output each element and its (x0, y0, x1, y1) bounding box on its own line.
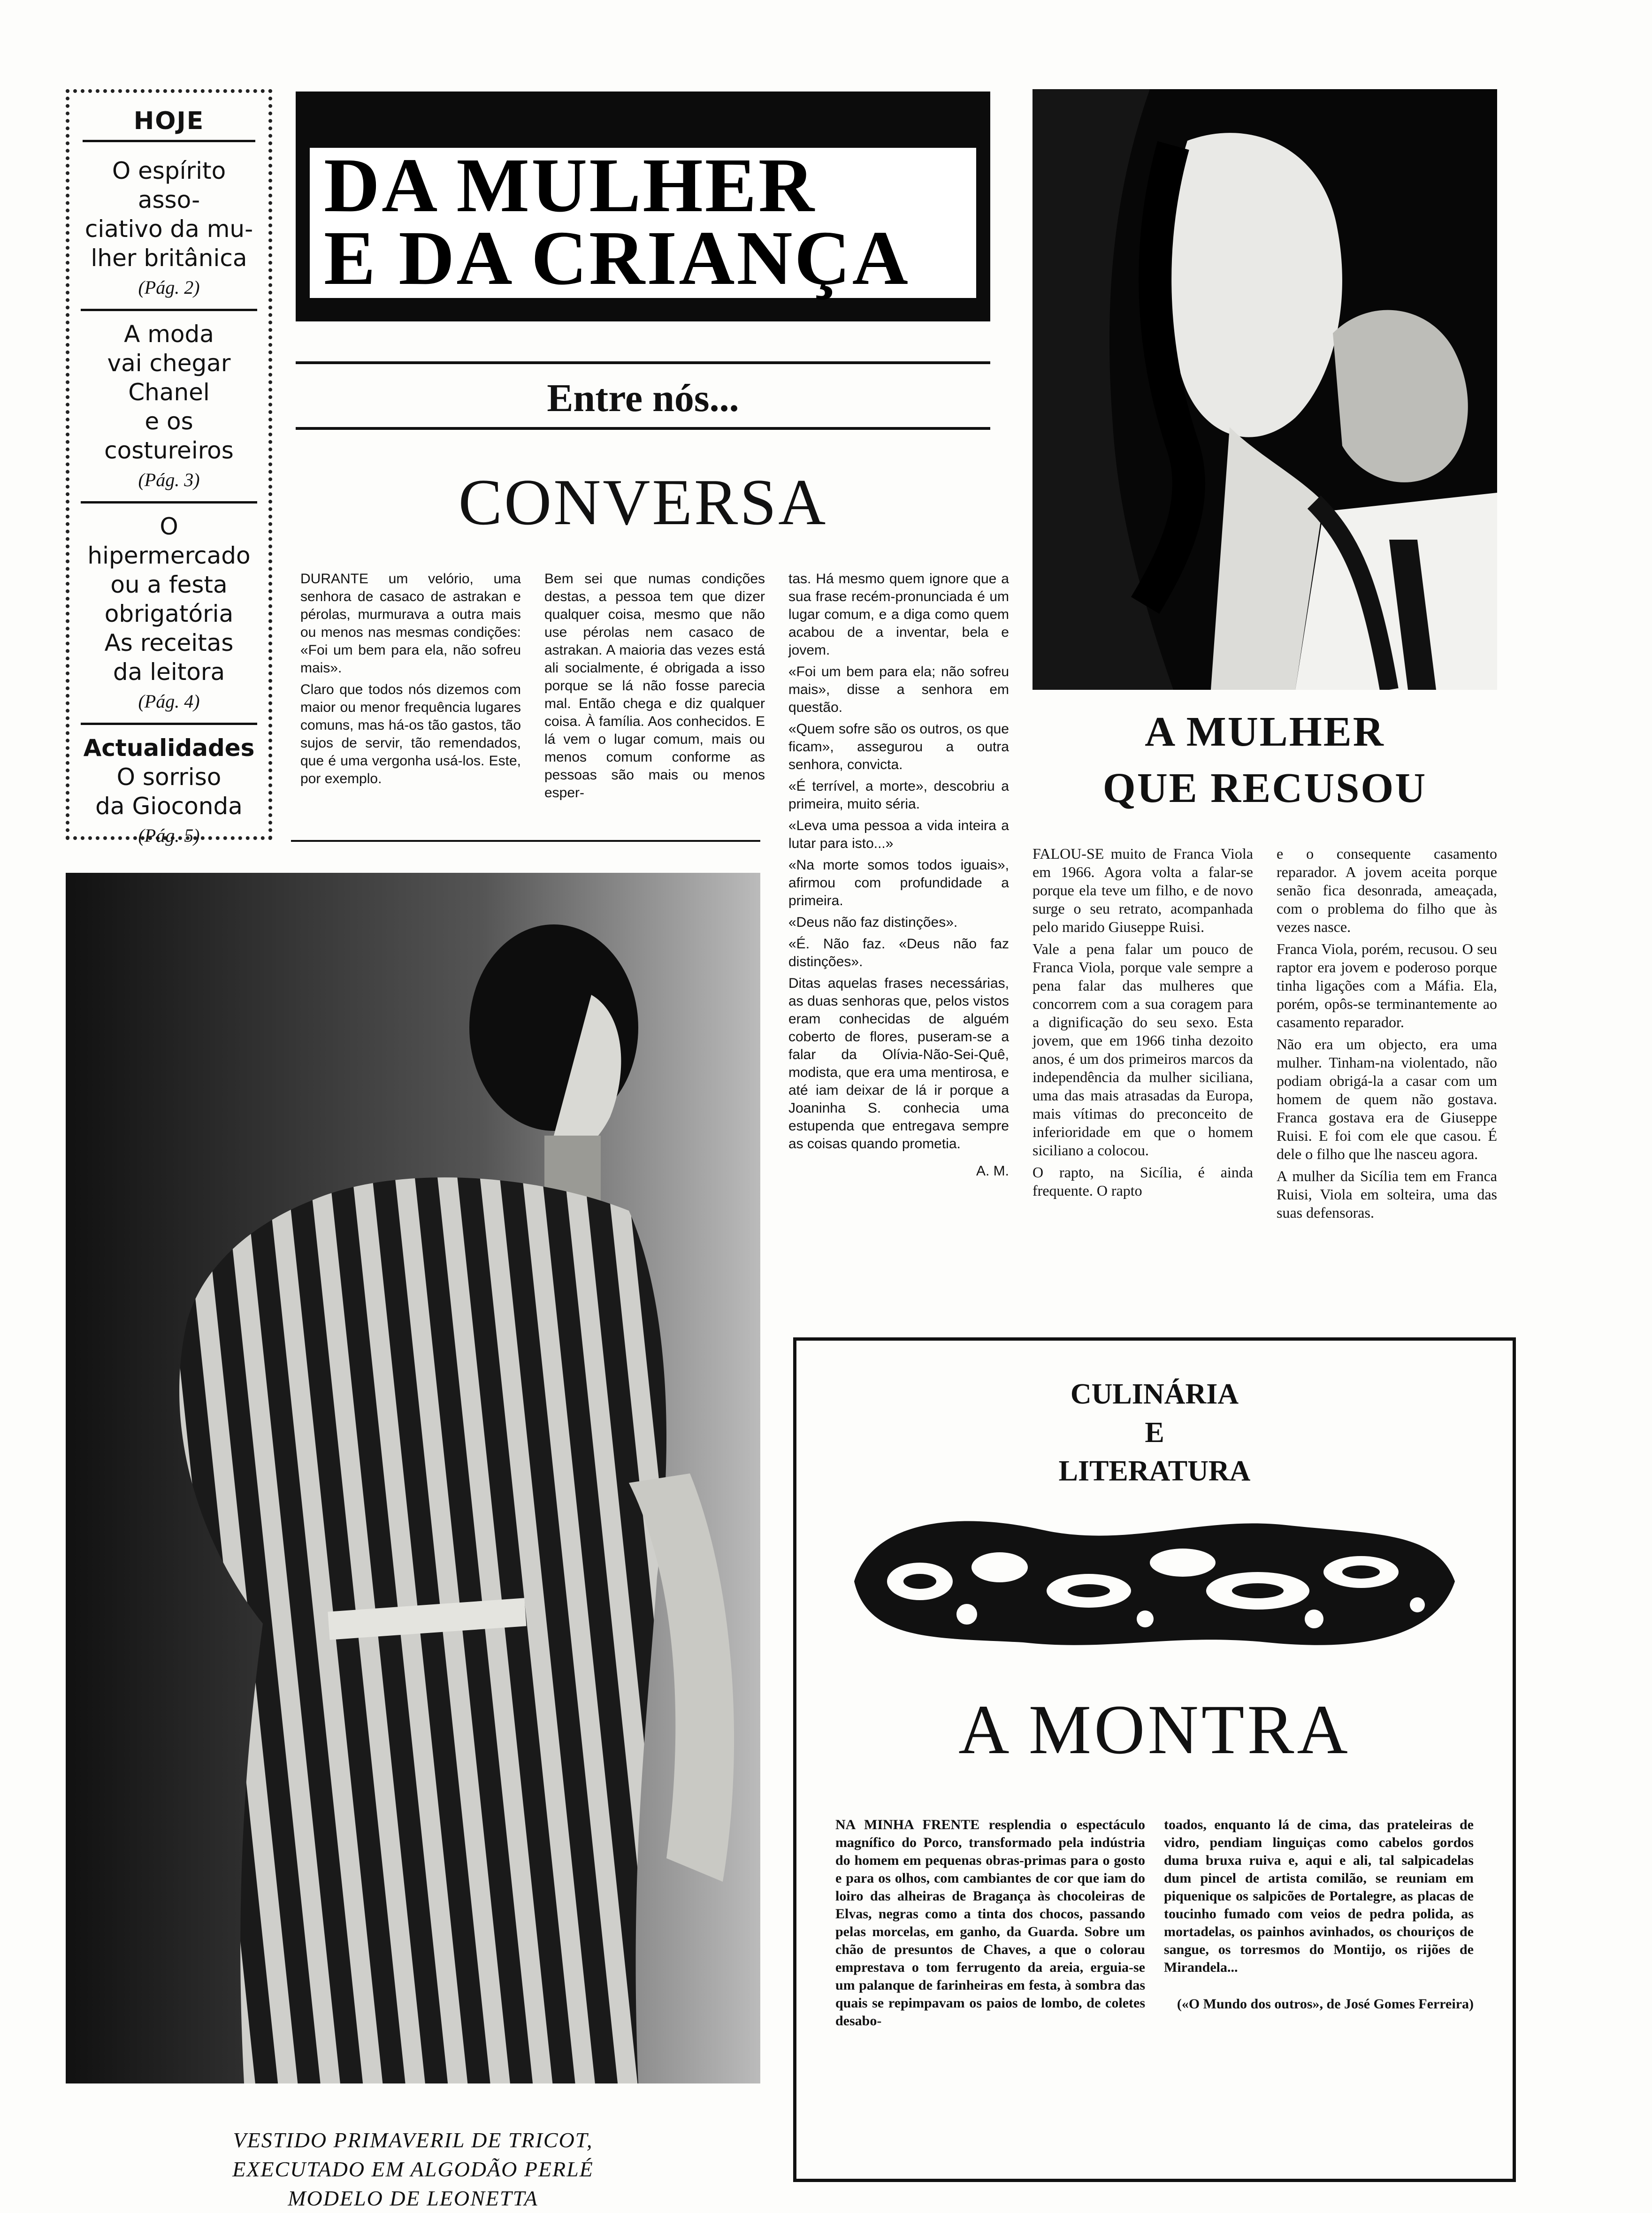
paragraph: Bem sei que numas condições destas, a pessoa tem que dizer qualquer coisa, mesmo que não use pérolas nem casaco de astrakan. A maioria das vezes está ali socialmente, é obrigada a isso porque se lá não fosse parecia mal. Então chega e diz qualquer coisa. À família. Aos conhecidos. E lá vem o lugar comum, mais ou menos comum conforme as pessoas são mais ou menos esper- (544, 571, 765, 801)
source-credit: («O Mundo dos outros», de José Gomes Ferreira) (1177, 1996, 1474, 2012)
contents-line: Actualidades (83, 734, 255, 762)
contents-line: ou a festa (110, 571, 228, 598)
contents-title: HOJE (83, 107, 255, 142)
paragraph: tas. Há mesmo quem ignore que a sua frase recém-pronunciada é um lugar comum, e a diga como quem acabou de a inventar, bela e jovem. (788, 571, 1009, 658)
montra-column-2 (1164, 1816, 1474, 2013)
dress-photo-graphic (66, 873, 760, 2083)
contents-line: O sorriso (116, 763, 222, 791)
paragraph: Claro que todos nós dizemos com maior ou menor frequência lugares comuns, mas há-os tão gastos, tão sujos de servir, tão remendados, que é uma vergonha usá-los. Este, por exemplo. (300, 682, 521, 786)
paragraph: O rapto, na Sicília, é ainda frequente. O rapto (1032, 1164, 1253, 1199)
section-kicker: Entre nós... (547, 376, 739, 420)
paragraph: Franca Viola, porém, recusou. O seu raptor era jovem e poderoso porque tinha ligações com a Máfia. Ela, porém, opôs-se terminantemente ao casamento reparador. (1277, 940, 1497, 1030)
photo-caption (225, 2126, 601, 2213)
contents-line: vai chegar (107, 350, 231, 377)
signature: A. M. (976, 1163, 1009, 1179)
paragraph: «É. Não faz. «Deus não faz distinções». (788, 936, 1009, 969)
paragraph: «Foi um bem para ela; não sofreu mais», disse a senhora em questão. (788, 664, 1009, 715)
paragraph: «Na morte somos todos iguais», afirmou com profundidade a primeira. (788, 857, 1009, 908)
masthead-line-1: DA MULHER (324, 142, 816, 228)
conversa-column-3 (788, 570, 1009, 1184)
conversa-headline: CONVERSA (458, 466, 828, 539)
contents-line: ciativo da mu- (84, 215, 253, 243)
paragraph: toados, enquanto lá de cima, das prateleiras de vidro, pendiam linguiças como cabelos gordos duma bruxa ruiva e, aqui e ali, tal salpicadelas dum pincel de artista comilão, se reuniam em piquenique os salpicões de Portalegre, as placas de toucinho fumado com veios de pedra polida, as mortadelas, os painhos avinhados, os chouriços de sangue, os torresmos do Montijo, os rijões de Mirandela... (1164, 1817, 1474, 1975)
contents-line: e os costureiros (104, 408, 234, 464)
contents-page: (Pág. 4) (138, 691, 200, 712)
contents-divider (81, 723, 257, 725)
recusou-column-1 (1032, 845, 1253, 1204)
contents-line: As receitas (104, 629, 234, 656)
contents-line: Chanel (128, 379, 210, 406)
paragraph: «É terrível, a morte», descobriu a primeira, muito séria. (788, 778, 1009, 812)
contents-line: O hipermercado (87, 513, 251, 569)
paragraph: e o consequente casamento reparador. A jovem aceita porque senão fica desonrada, ameaçada, com o problema do filho que às vezes nasce. (1277, 845, 1497, 935)
paragraph: FALOU-SE muito de Franca Viola em 1966. Agora volta a falar-se porque ela teve um filho, e de novo surge o seu retrato, acompanhada pelo marido Giuseppe Ruisi. (1032, 845, 1253, 935)
contents-divider (81, 501, 257, 504)
contents-box (66, 89, 272, 846)
masthead-panel (310, 142, 976, 301)
masthead (296, 92, 990, 321)
contents-line: A moda (124, 321, 214, 348)
contents-page: (Pág. 5) (138, 825, 200, 846)
contents-item (78, 156, 260, 298)
culinaria-title (793, 1375, 1516, 1490)
caption-line: VESTIDO PRIMAVERIL DE TRICOT, (233, 2128, 593, 2152)
culinaria-title-line: LITERATURA (1058, 1455, 1251, 1487)
culinaria-title-line: E (1145, 1417, 1164, 1449)
conversa-column-1 (300, 570, 521, 792)
recusou-headline (1032, 704, 1497, 817)
paragraph: Vale a pena falar um pouco de Franca Viola, porque vale sempre a pena falar das mulheres que concorrem com a sua coragem para a dignificação do seu sexo. Esta jovem, que em 1966 tinha dezoito anos, é um dos primeiros marcos da independência da mulher siciliana, uma das mais atrasadas da Europa, mais vítimas do preconceito de inferioridade em que o homem siciliano a colocou. (1032, 940, 1253, 1159)
caption-line: MODELO DE LEONETTA (288, 2186, 538, 2210)
paragraph: DURANTE um velório, uma senhora de casaco de astrakan e pérolas, murmurava a outra mais ou menos nas mesmas condições: «Foi um bem para ela, não sofreu mais». (300, 571, 521, 676)
couple-photo (1032, 89, 1497, 690)
paragraph: Não era um objecto, era uma mulher. Tinham-na violentado, não podiam obrigá-la a casar com um homem de quem não gostava. Franca gostava era de Giuseppe Ruisi. E foi com ele que casou. É dele o filho que lhe nasceu agora. (1277, 1036, 1497, 1162)
contents-item (78, 320, 260, 491)
paragraph: Ditas aquelas frases necessárias, as duas senhoras que, pelos vistos eram conhecidas de alguém coberto de flores, puseram-se a falar da Olívia-Não-Sei-Quê, modista, que era uma mentirosa, e até iam deixar de lá ir porque a Joaninha S. conhecia uma estupenda que entregava sempre as coisas quando prometia. (788, 976, 1009, 1152)
contents-line: lher britânica (91, 244, 247, 272)
paragraph: «Quem sofre são os outros, os que ficam», assegurou a outra senhora, convicta. (788, 721, 1009, 772)
contents-item (78, 512, 260, 712)
contents-item (78, 733, 260, 847)
contents-line: obrigatória (104, 600, 234, 627)
recusou-headline-line: QUE RECUSOU (1102, 765, 1427, 811)
contents-divider (81, 309, 257, 311)
montra-column-1: NA MINHA FRENTE resplendia o espectáculo magnífico do Porco, transformado pela indústria do homem em pequenas obras-primas para o gosto e para os olhos, com cambiantes de cor que iam do loiro das alheiras de Bragança às chocoleiras de Elvas, negras como a tinta dos chocos, passando pelas morcelas, em ganho, da Guarda. Sobre um chão de presuntos de Chaves, a que o colorau emprestava o tom ferrugento da areia, erguia-se um palanque de farinheiras em festa, à sombra das quais se repimpavam os paios de lombo, de coletes desabo- (835, 1817, 1145, 2029)
contents-line: da leitora (113, 658, 225, 686)
conversa-column-2 (544, 570, 765, 806)
food-illustration (845, 1502, 1464, 1661)
paragraph: «Leva uma pessoa a vida inteira a lutar para isto...» (788, 818, 1009, 851)
contents-page: (Pág. 3) (138, 469, 200, 490)
recusou-headline-line: A MULHER (1145, 709, 1385, 755)
couple-photo-graphic (1032, 89, 1497, 690)
contents-line: O espírito asso- (112, 157, 226, 214)
montra-headline: A MONTRA (958, 1691, 1351, 1769)
food-illustration-graphic (845, 1502, 1464, 1661)
recusou-column-2 (1277, 845, 1497, 1226)
rule (291, 840, 760, 842)
rule (296, 361, 990, 364)
paragraph: A mulher da Sicília tem em Franca Ruisi, Viola em solteira, uma das suas defensoras. (1277, 1168, 1497, 1221)
rule (296, 427, 990, 430)
caption-line: EXECUTADO EM ALGODÃO PERLÉ (232, 2157, 594, 2181)
culinaria-title-line: CULINÁRIA (1070, 1378, 1239, 1410)
dress-photo (66, 873, 760, 2083)
masthead-line-2: E DA CRIANÇA (324, 215, 910, 301)
contents-line: da Gioconda (95, 793, 243, 820)
paragraph: «Deus não faz distinções». (788, 915, 958, 930)
contents-page: (Pág. 2) (138, 277, 200, 298)
